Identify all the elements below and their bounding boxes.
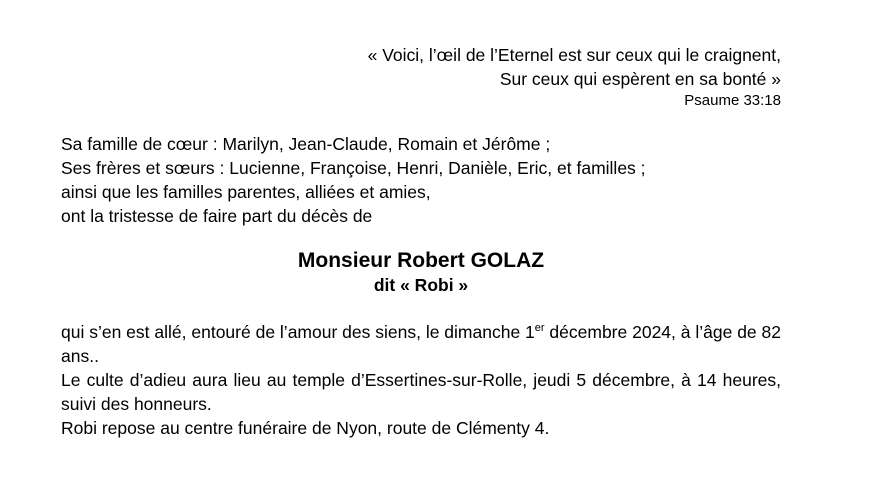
psalm-quote — [181, 43, 781, 110]
deceased-name-block — [61, 248, 781, 296]
quote-line-1: « Voici, l’œil de l’Eternel est sur ceux qui le craignent, — [367, 45, 781, 65]
quote-reference: Psaume 33:18 — [684, 92, 781, 109]
deceased-nickname: dit « Robi » — [373, 275, 469, 295]
details-paragraph-3: Robi repose au centre funéraire de Nyon, route de Clémenty 4. — [61, 418, 550, 438]
details-paragraph-1 — [61, 320, 781, 368]
quote-line-2: Sur ceux qui espèrent en sa bonté » — [499, 69, 781, 89]
intro-line-3: ainsi que les familles parentes, alliées et amies, — [61, 182, 431, 202]
family-announcement — [61, 132, 801, 228]
intro-line-2: Ses frères et sœurs : Lucienne, Françoise, Henri, Danièle, Eric, et familles ; — [61, 158, 646, 178]
details-p1-superscript: er — [534, 322, 545, 335]
details-p1-after: décembre 2024, à l’âge de 82 ans.. — [61, 322, 782, 366]
details-p1-before: qui s’en est allé, entouré de l’amour des siens, le dimanche 1 — [61, 322, 535, 342]
deceased-name: Monsieur Robert GOLAZ — [297, 249, 545, 272]
details-paragraph-2: Le culte d’adieu aura lieu au temple d’Essertines-sur-Rolle, jeudi 5 décembre, à 14 heures, suivi des honneurs. — [61, 370, 781, 414]
intro-line-4: ont la tristesse de faire part du décès de — [61, 206, 373, 226]
intro-line-1: Sa famille de cœur : Marilyn, Jean-Claude, Romain et Jérôme ; — [61, 134, 551, 154]
ceremony-details — [61, 320, 781, 440]
